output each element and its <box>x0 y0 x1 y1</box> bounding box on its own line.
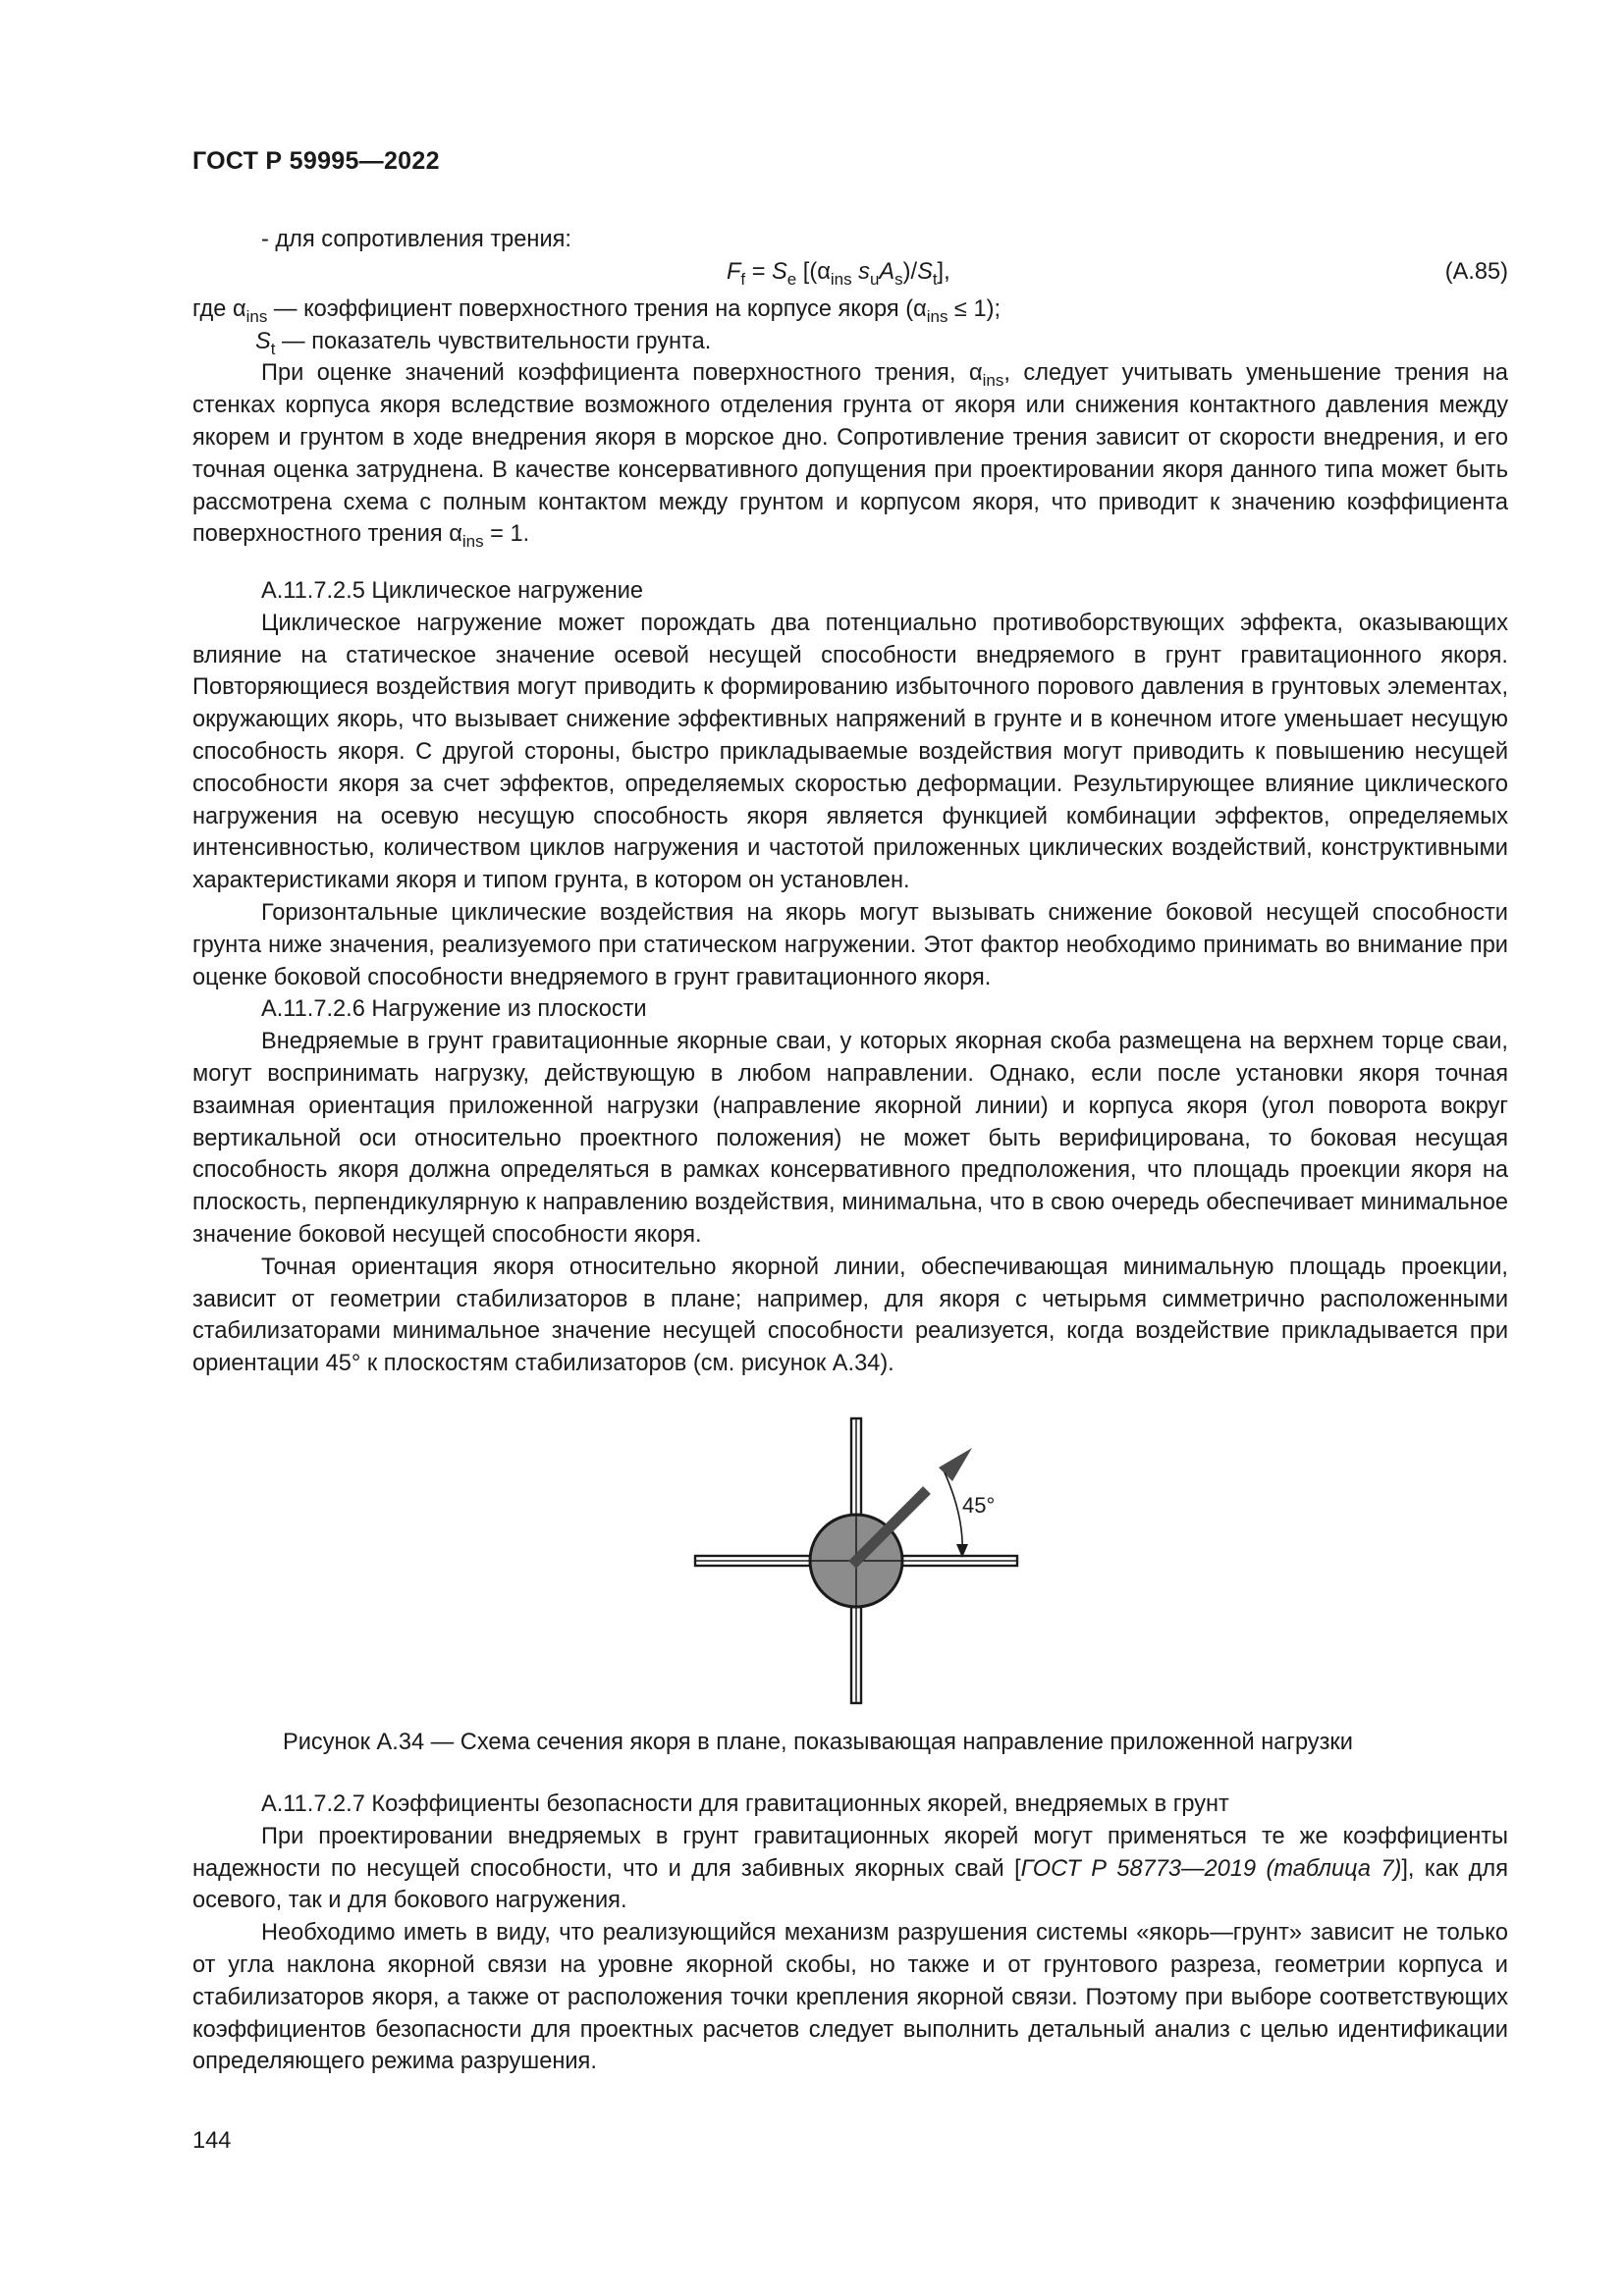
paragraph-failure-mechanism: Необходимо иметь в виду, что реализующийся механизм разрушения системы «якорь—грунт» зависит не только от угла наклона якорной связи на уровне якорной скобы, но также и от грунтового разреза, геометрии корпуса и стабилизаторов якоря, а также от расположения точки крепления якорной связи. Поэтому при выборе соответствующих коэффициентов безопасности для проектных расчетов следует выполнить детальный анализ с целью идентификации определяющего режима разрушения. <box>192 1920 1508 2075</box>
figure-a34-anchor-plan <box>677 1399 1031 1723</box>
text-block-formula <box>192 224 1508 551</box>
formula-intro: - для сопротивления трения: <box>261 227 571 252</box>
section-heading-a11-7-2-6: А.11.7.2.6 Нагружение из плоскости <box>261 996 647 1023</box>
paragraph-orientation: Точная ориентация якоря относительно якорной линии, обеспечивающая минимальную площадь проекции, зависит от геометрии стабилизаторов в плане; например, для якоря с четырьмя симметрично расположенными стабилизаторами минимальное значение несущей способности реализуется, когда воздействие прикладывается при ориентации 45° к плоскостям стабилизаторов (см. рисунок А.34). <box>192 1254 1508 1377</box>
section-heading-a11-7-2-5: А.11.7.2.5 Циклическое нагружение <box>261 578 644 604</box>
paragraph-reliability-factors: При проектировании внедряемых в грунт гравитационных якорей могут применяться те же коэффициенты надежности по несущей способности, что и для забивных якорных свай [ГОСТ Р 58773—2019 (таблица 7)], как для осевого, так и для бокового нагружения. <box>192 1823 1508 1914</box>
page-number: 144 <box>192 2128 232 2154</box>
formula-number: (А.85) <box>1444 258 1508 285</box>
figure-caption: Рисунок А.34 — Схема сечения якоря в плане, показывающая направление приложенной нагрузки <box>283 1730 1353 1755</box>
load-direction-arrow <box>852 1448 972 1565</box>
angle-arc <box>945 1472 962 1554</box>
paragraph-cyclic-loading: Циклическое нагружение может порождать два потенциально противоборствующих эффекта, оказывающих влияние на статическое значение осевой несущей способности внедряемого в грунт гравитационного якоря. Повторяющиеся воздействия могут приводить к формированию избыточного порового давления в грунтовых элементах, окружающих якорь, что вызывает снижение эффективных напряжений в грунте и в конечном итоге уменьшает несущую способность якоря. С другой стороны, быстро прикладываемые воздействия могут приводить к повышению несущей способности якоря за счет эффектов, определяемых скоростью деформации. Результирующее влияние циклического нагружения на осевую несущую способность якоря является функцией комбинации эффектов, определяемых интенсивностью, количеством циклов нагружения и частотой приложенных циклических воздействий, конструктивными характеристиками якоря и типом грунта, в котором он установлен. <box>192 610 1508 894</box>
angle-label: 45° <box>962 1493 996 1518</box>
paragraph-horizontal-cyclic: Горизонтальные циклические воздействия на якорь могут вызывать снижение боковой несущей способности грунта ниже значения, реализуемого при статическом нагружении. Этот фактор необходимо принимать во внимание при оценке боковой способности внедряемого в грунт гравитационного якоря. <box>192 899 1508 990</box>
text-block-loading <box>192 575 1508 1380</box>
section-heading-a11-7-2-7: А.11.7.2.7 Коэффициенты безопасности для гравитационных якорей, внедряемых в грунт <box>261 1791 1229 1817</box>
paragraph-out-of-plane: Внедряемые в грунт гравитационные якорные сваи, у которых якорная скоба размещена на верхнем торце сваи, могут воспринимать нагрузку, действующую в любом направлении. Однако, если после установки якоря точная взаимная ориентация приложенной нагрузки (направление якорной линии) и корпуса якоря (угол поворота вокруг вертикальной оси относительно проектного положения) не может быть верифицирована, то боковая несущая способность якоря должна определяться в рамках консервативного предположения, что площадь проекции якоря на плоскость, перпендикулярную к направлению воздействия, минимальна, что в свою очередь обеспечивает минимальное значение боковой несущей способности якоря. <box>192 1029 1508 1248</box>
paragraph-friction-coefficient: При оценке значений коэффициента поверхностного трения, $\alpha_{ins}$, следует учитывать уменьшение трения на стенках корпуса якоря вследствие возможного отделения грунта от якоря или снижения контактного давления между якорем и грунтом в ходе внедрения якоря в морское дно. Сопротивление трения зависит от скорости внедрения, и его точная оценка затруднена. В качестве консервативного допущения при проектировании якоря данного типа может быть рассмотрена схема с полным контактом между грунтом и корпусом якоря, что приводит к значению коэффициента поверхностного трения $\alpha_{ins} = 1$. <box>192 360 1508 552</box>
where-st-definition: $S_t$ — показатель чувствительности грунта. <box>255 328 712 358</box>
reference-gost-r-58773: ГОСТ Р 58773—2019 (таблица 7) <box>1020 1855 1402 1882</box>
document-code-header: ГОСТ Р 59995—2022 <box>192 147 440 175</box>
formula-row <box>192 256 1508 294</box>
where-alpha-definition: где $\alpha_{ins}$ — коэффициент поверхностного трения на корпусе якоря $(\alpha_{ins} \le 1)$; <box>192 295 1001 326</box>
text-block-safety-factors <box>192 1789 1508 2078</box>
formula-a85: $F_f = S_e$ [($\alpha_{ins}$ $s_uA_s)/S_t$], <box>727 258 950 289</box>
